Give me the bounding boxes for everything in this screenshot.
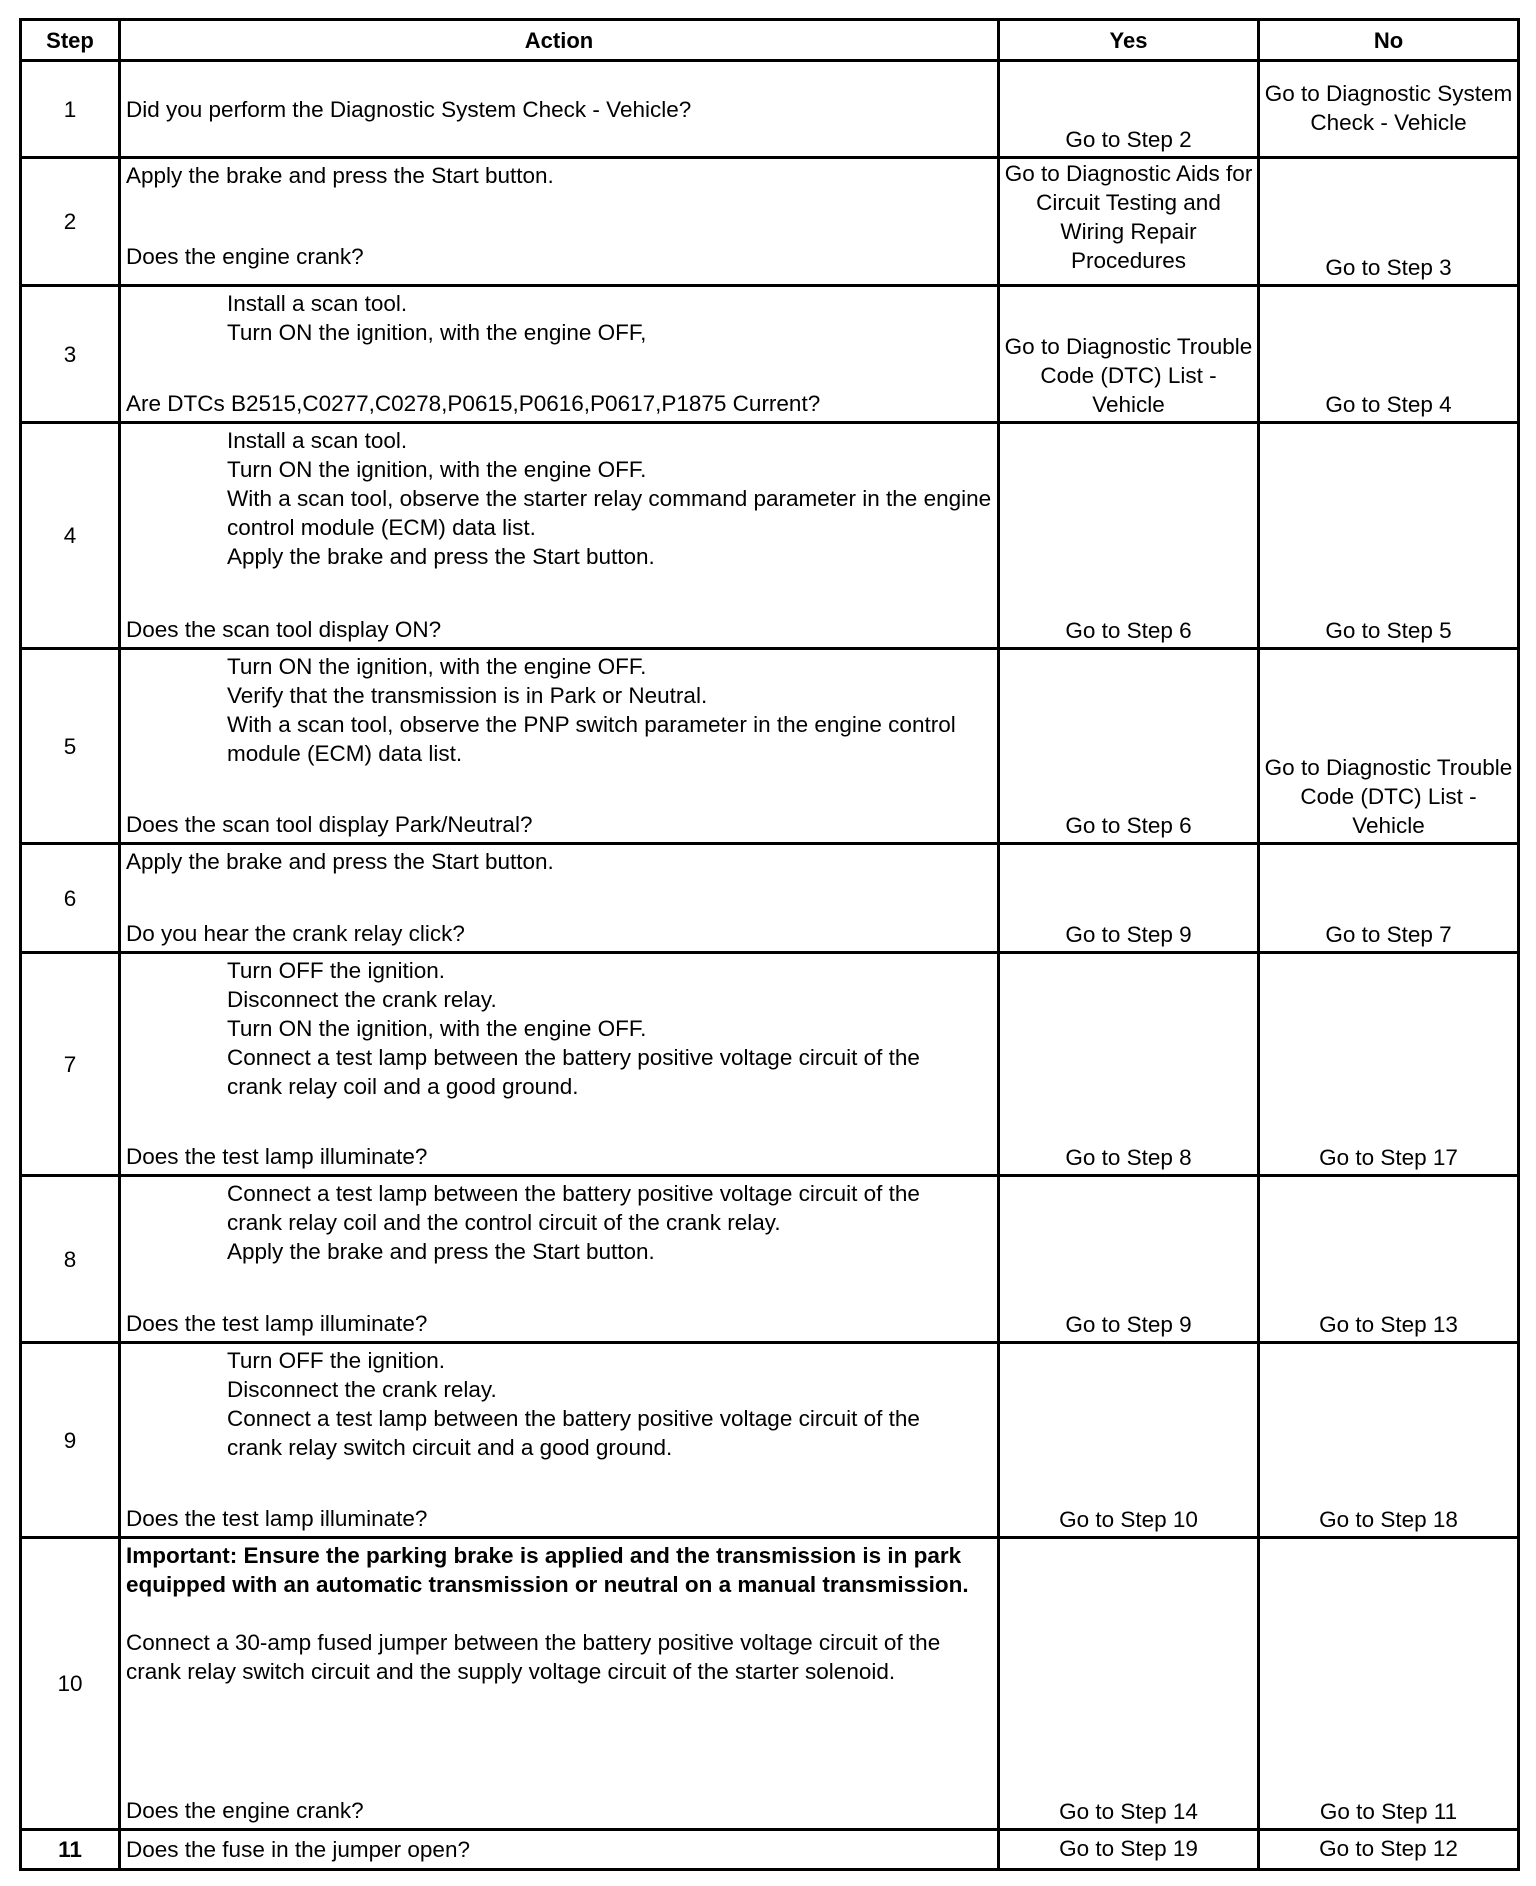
procedure-step: Connect a test lamp between the battery positive voltage circuit of the crank relay coil and a good ground. bbox=[227, 1045, 920, 1099]
procedure-step: Apply the brake and press the Start button. bbox=[227, 1239, 655, 1264]
table-row bbox=[21, 1830, 1519, 1870]
no-cell: Go to Step 3 bbox=[1259, 158, 1519, 286]
action-cell bbox=[120, 286, 999, 423]
procedure-step: Apply the brake and press the Start button. bbox=[227, 544, 655, 569]
step-number: 5 bbox=[21, 649, 120, 844]
yes-cell: Go to Step 6 bbox=[999, 423, 1259, 649]
question-text: Does the engine crank? bbox=[126, 244, 364, 269]
action-cell bbox=[120, 1538, 999, 1830]
question-text: Does the test lamp illuminate? bbox=[126, 1144, 428, 1169]
procedure-step: Install a scan tool. bbox=[227, 428, 408, 453]
procedure-step: Turn ON the ignition, with the engine OFF. bbox=[227, 654, 647, 679]
table-row bbox=[21, 1176, 1519, 1343]
header-action: Action bbox=[120, 20, 999, 61]
table-row bbox=[21, 158, 1519, 286]
no-cell: Go to Step 4 bbox=[1259, 286, 1519, 423]
procedure-steps bbox=[126, 652, 993, 768]
yes-cell: Go to Step 9 bbox=[999, 844, 1259, 953]
table-row bbox=[21, 844, 1519, 953]
yes-cell: Go to Diagnostic Trouble Code (DTC) List - Vehicle bbox=[999, 286, 1259, 423]
no-cell: Go to Diagnostic System Check - Vehicle bbox=[1259, 61, 1519, 158]
procedure-step: Disconnect the crank relay. bbox=[227, 1377, 497, 1402]
no-cell: Go to Diagnostic Trouble Code (DTC) List - Vehicle bbox=[1259, 649, 1519, 844]
table-row bbox=[21, 1343, 1519, 1538]
table-row bbox=[21, 423, 1519, 649]
question-text: Does the test lamp illuminate? bbox=[126, 1311, 428, 1336]
step-number: 2 bbox=[21, 158, 120, 286]
yes-cell: Go to Step 19 bbox=[999, 1830, 1259, 1870]
header-step: Step bbox=[21, 20, 120, 61]
no-cell: Go to Step 18 bbox=[1259, 1343, 1519, 1538]
diagnostic-table-container bbox=[19, 18, 1517, 1871]
question-text: Does the scan tool display Park/Neutral? bbox=[126, 812, 533, 837]
step-number: 3 bbox=[21, 286, 120, 423]
table-row bbox=[21, 649, 1519, 844]
diagnostic-table bbox=[19, 18, 1520, 1871]
procedure-step: With a scan tool, observe the starter relay command parameter in the engine control module (ECM) data list. bbox=[227, 486, 992, 540]
action-text: Apply the brake and press the Start button. bbox=[126, 163, 554, 188]
action-cell bbox=[120, 649, 999, 844]
header-row bbox=[21, 20, 1519, 61]
procedure-steps bbox=[126, 426, 993, 571]
step-number: 9 bbox=[21, 1343, 120, 1538]
question-text: Are DTCs B2515,C0277,C0278,P0615,P0616,P0617,P1875 Current? bbox=[126, 391, 821, 416]
yes-cell: Go to Step 10 bbox=[999, 1343, 1259, 1538]
action-text: Connect a 30-amp fused jumper between the battery positive voltage circuit of the crank relay switch circuit and the supply voltage circuit of the starter solenoid. bbox=[126, 1630, 941, 1684]
action-cell bbox=[120, 61, 999, 158]
procedure-step: Connect a test lamp between the battery positive voltage circuit of the crank relay coil and the control circuit of the crank relay. bbox=[227, 1181, 920, 1235]
question-text: Does the scan tool display ON? bbox=[126, 617, 442, 642]
yes-cell: Go to Step 14 bbox=[999, 1538, 1259, 1830]
step-number: 4 bbox=[21, 423, 120, 649]
table-row bbox=[21, 953, 1519, 1176]
step-number: 10 bbox=[21, 1538, 120, 1830]
procedure-steps bbox=[126, 1179, 993, 1266]
important-note: Important: Ensure the parking brake is applied and the transmission is in park equipped with an automatic transmission or neutral on a manual transmission. bbox=[126, 1543, 969, 1597]
procedure-steps bbox=[126, 1346, 993, 1462]
procedure-step: Turn ON the ignition, with the engine OFF. bbox=[227, 457, 647, 482]
yes-cell: Go to Step 2 bbox=[999, 61, 1259, 158]
question-text: Does the fuse in the jumper open? bbox=[126, 1837, 470, 1862]
header-yes: Yes bbox=[999, 20, 1259, 61]
question-text: Does the engine crank? bbox=[126, 1798, 364, 1823]
question-text: Did you perform the Diagnostic System Check - Vehicle? bbox=[126, 96, 692, 122]
no-cell: Go to Step 5 bbox=[1259, 423, 1519, 649]
table-row bbox=[21, 61, 1519, 158]
step-number: 11 bbox=[21, 1830, 120, 1870]
header-no: No bbox=[1259, 20, 1519, 61]
question-text: Does the test lamp illuminate? bbox=[126, 1506, 428, 1531]
action-cell bbox=[120, 158, 999, 286]
no-cell: Go to Step 13 bbox=[1259, 1176, 1519, 1343]
procedure-step: Install a scan tool. bbox=[227, 291, 408, 316]
no-cell: Go to Step 11 bbox=[1259, 1538, 1519, 1830]
procedure-step: Verify that the transmission is in Park or Neutral. bbox=[227, 683, 708, 708]
action-cell bbox=[120, 844, 999, 953]
procedure-step: Turn ON the ignition, with the engine OFF, bbox=[227, 320, 647, 345]
procedure-step: Turn OFF the ignition. bbox=[227, 958, 446, 983]
procedure-steps bbox=[126, 289, 993, 347]
procedure-step: Turn OFF the ignition. bbox=[227, 1348, 446, 1373]
procedure-step: Connect a test lamp between the battery positive voltage circuit of the crank relay switch circuit and a good ground. bbox=[227, 1406, 920, 1460]
action-cell bbox=[120, 1176, 999, 1343]
action-cell bbox=[120, 953, 999, 1176]
action-cell bbox=[120, 1343, 999, 1538]
step-number: 1 bbox=[21, 61, 120, 158]
step-number: 8 bbox=[21, 1176, 120, 1343]
procedure-step: Disconnect the crank relay. bbox=[227, 987, 497, 1012]
table-row bbox=[21, 286, 1519, 423]
table-row bbox=[21, 1538, 1519, 1830]
procedure-step: With a scan tool, observe the PNP switch parameter in the engine control module (ECM) data list. bbox=[227, 712, 956, 766]
yes-cell: Go to Diagnostic Aids for Circuit Testing and Wiring Repair Procedures bbox=[999, 158, 1259, 286]
yes-cell: Go to Step 9 bbox=[999, 1176, 1259, 1343]
procedure-step: Turn ON the ignition, with the engine OFF. bbox=[227, 1016, 647, 1041]
no-cell: Go to Step 17 bbox=[1259, 953, 1519, 1176]
question-text: Do you hear the crank relay click? bbox=[126, 921, 465, 946]
yes-cell: Go to Step 8 bbox=[999, 953, 1259, 1176]
procedure-steps bbox=[126, 956, 993, 1101]
no-cell: Go to Step 12 bbox=[1259, 1830, 1519, 1870]
action-cell bbox=[120, 1830, 999, 1870]
step-number: 7 bbox=[21, 953, 120, 1176]
no-cell: Go to Step 7 bbox=[1259, 844, 1519, 953]
action-text: Apply the brake and press the Start button. bbox=[126, 849, 554, 874]
step-number: 6 bbox=[21, 844, 120, 953]
action-cell bbox=[120, 423, 999, 649]
yes-cell: Go to Step 6 bbox=[999, 649, 1259, 844]
